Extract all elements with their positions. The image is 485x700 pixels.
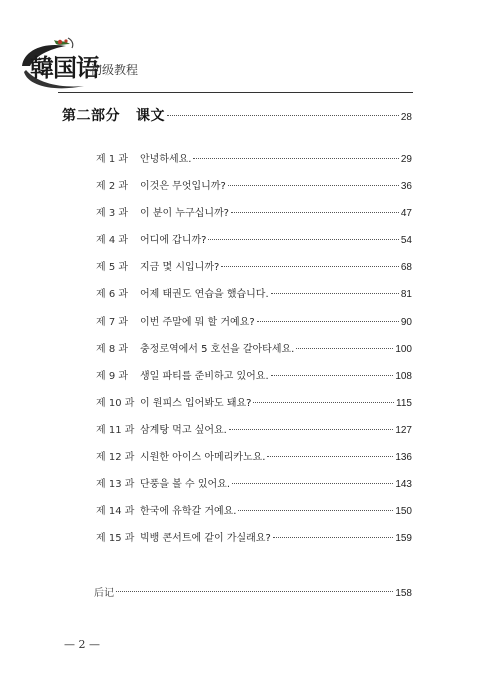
lesson-page: 159 [395, 533, 412, 545]
lesson-page: 81 [400, 289, 412, 301]
dot-leader [221, 266, 399, 267]
lesson-title: 이 분이 누구십니까? [140, 208, 229, 220]
section-heading-row [62, 105, 412, 125]
lesson-title: 생일 파티를 준비하고 있어요. [140, 370, 269, 382]
dot-leader [273, 537, 394, 538]
dot-leader [253, 402, 394, 403]
dot-leader [257, 321, 399, 322]
toc-entry[interactable] [96, 340, 412, 367]
lesson-number: 제 7 과 [96, 316, 129, 328]
lesson-title: 빅뱅 콘서트에 같이 가실래요? [140, 533, 271, 545]
section-part: 第二部分 [62, 108, 120, 124]
lesson-list [96, 150, 412, 556]
toc-entry[interactable] [96, 285, 412, 312]
lesson-number: 제 14 과 [96, 506, 135, 518]
toc-entry[interactable] [96, 150, 412, 177]
lesson-number: 제 1 과 [96, 154, 129, 165]
lesson-page: 143 [395, 479, 412, 491]
toc-entry[interactable] [96, 231, 412, 258]
appendix-label: 后记 [94, 588, 114, 599]
lesson-page: 150 [395, 506, 412, 518]
lesson-number: 제 10 과 [96, 397, 135, 409]
lesson-title: 이것은 무엇입니까? [140, 181, 226, 193]
lesson-page: 127 [395, 424, 412, 436]
lesson-title: 이 원피스 입어봐도 돼요? [140, 397, 252, 409]
toc-entry[interactable] [96, 313, 412, 340]
appendix-entry[interactable] [94, 584, 412, 599]
lesson-number: 제 3 과 [96, 208, 129, 220]
lesson-page: 108 [395, 370, 412, 382]
lesson-page: 54 [400, 235, 412, 247]
appendix-page: 158 [395, 588, 412, 599]
dot-leader [228, 185, 399, 186]
dot-leader [238, 510, 393, 511]
page-number-footer: — 2 — [64, 638, 100, 651]
lesson-number: 제 13 과 [96, 479, 135, 491]
book-header-logo [14, 36, 174, 94]
logo-title: 韓国语 [30, 53, 99, 82]
toc-entry[interactable] [96, 475, 412, 502]
lesson-title: 시원한 아이스 아메리카노요. [140, 452, 266, 464]
lesson-number: 제 6 과 [96, 289, 129, 301]
dot-leader [167, 115, 399, 116]
dot-leader [271, 375, 394, 376]
lesson-number: 제 4 과 [96, 235, 129, 247]
lesson-title: 단풍을 볼 수 있어요. [140, 479, 230, 491]
toc-entry[interactable] [96, 394, 412, 421]
section-title [62, 105, 165, 125]
lesson-title: 한국에 유학갈 거예요. [140, 506, 237, 518]
lesson-number: 제 11 과 [96, 424, 135, 436]
section-page-number: 28 [400, 112, 412, 123]
lesson-title: 지금 몇 시입니까? [140, 262, 220, 274]
logo-subtitle: 初级教程 [90, 63, 139, 77]
lesson-page: 68 [400, 262, 412, 274]
header-divider [58, 92, 413, 93]
toc-entry[interactable] [96, 258, 412, 285]
toc-entry[interactable] [96, 204, 412, 231]
lesson-page: 36 [400, 181, 412, 193]
lesson-number: 제 15 과 [96, 533, 135, 545]
toc-entry[interactable] [96, 529, 412, 556]
lesson-title: 어제 태권도 연습을 했습니다. [140, 289, 269, 301]
lesson-number: 제 8 과 [96, 343, 129, 355]
dot-leader [296, 348, 393, 349]
toc-entry[interactable] [96, 448, 412, 475]
lesson-page: 100 [395, 343, 412, 355]
lesson-page: 29 [400, 154, 412, 165]
lesson-title: 어디에 갑니까? [140, 235, 207, 247]
dot-leader [116, 591, 393, 592]
lesson-number: 제 9 과 [96, 370, 129, 382]
dot-leader [271, 293, 399, 294]
lesson-title: 충정로역에서 5 호선을 갈아타세요. [140, 343, 295, 355]
lesson-number: 제 12 과 [96, 452, 135, 464]
dot-leader [208, 239, 398, 240]
lesson-page: 136 [395, 452, 412, 464]
lesson-title: 이번 주말에 뭐 할 거예요? [140, 316, 255, 328]
toc-entry[interactable] [96, 502, 412, 529]
toc-entry[interactable] [96, 367, 412, 394]
lesson-page: 90 [400, 316, 412, 328]
lesson-title: 삼계탕 먹고 싶어요. [140, 424, 227, 436]
lesson-page: 115 [396, 397, 412, 409]
lesson-title: 안녕하세요. [140, 154, 192, 165]
dot-leader [231, 212, 399, 213]
lesson-number: 제 5 과 [96, 262, 129, 274]
toc-entry[interactable] [96, 177, 412, 204]
dot-leader [267, 456, 393, 457]
lesson-number: 제 2 과 [96, 181, 129, 193]
dot-leader [229, 429, 393, 430]
section-name: 课文 [136, 108, 165, 124]
dot-leader [232, 483, 393, 484]
toc-entry[interactable] [96, 421, 412, 448]
dot-leader [193, 158, 398, 159]
lesson-page: 47 [400, 208, 412, 220]
